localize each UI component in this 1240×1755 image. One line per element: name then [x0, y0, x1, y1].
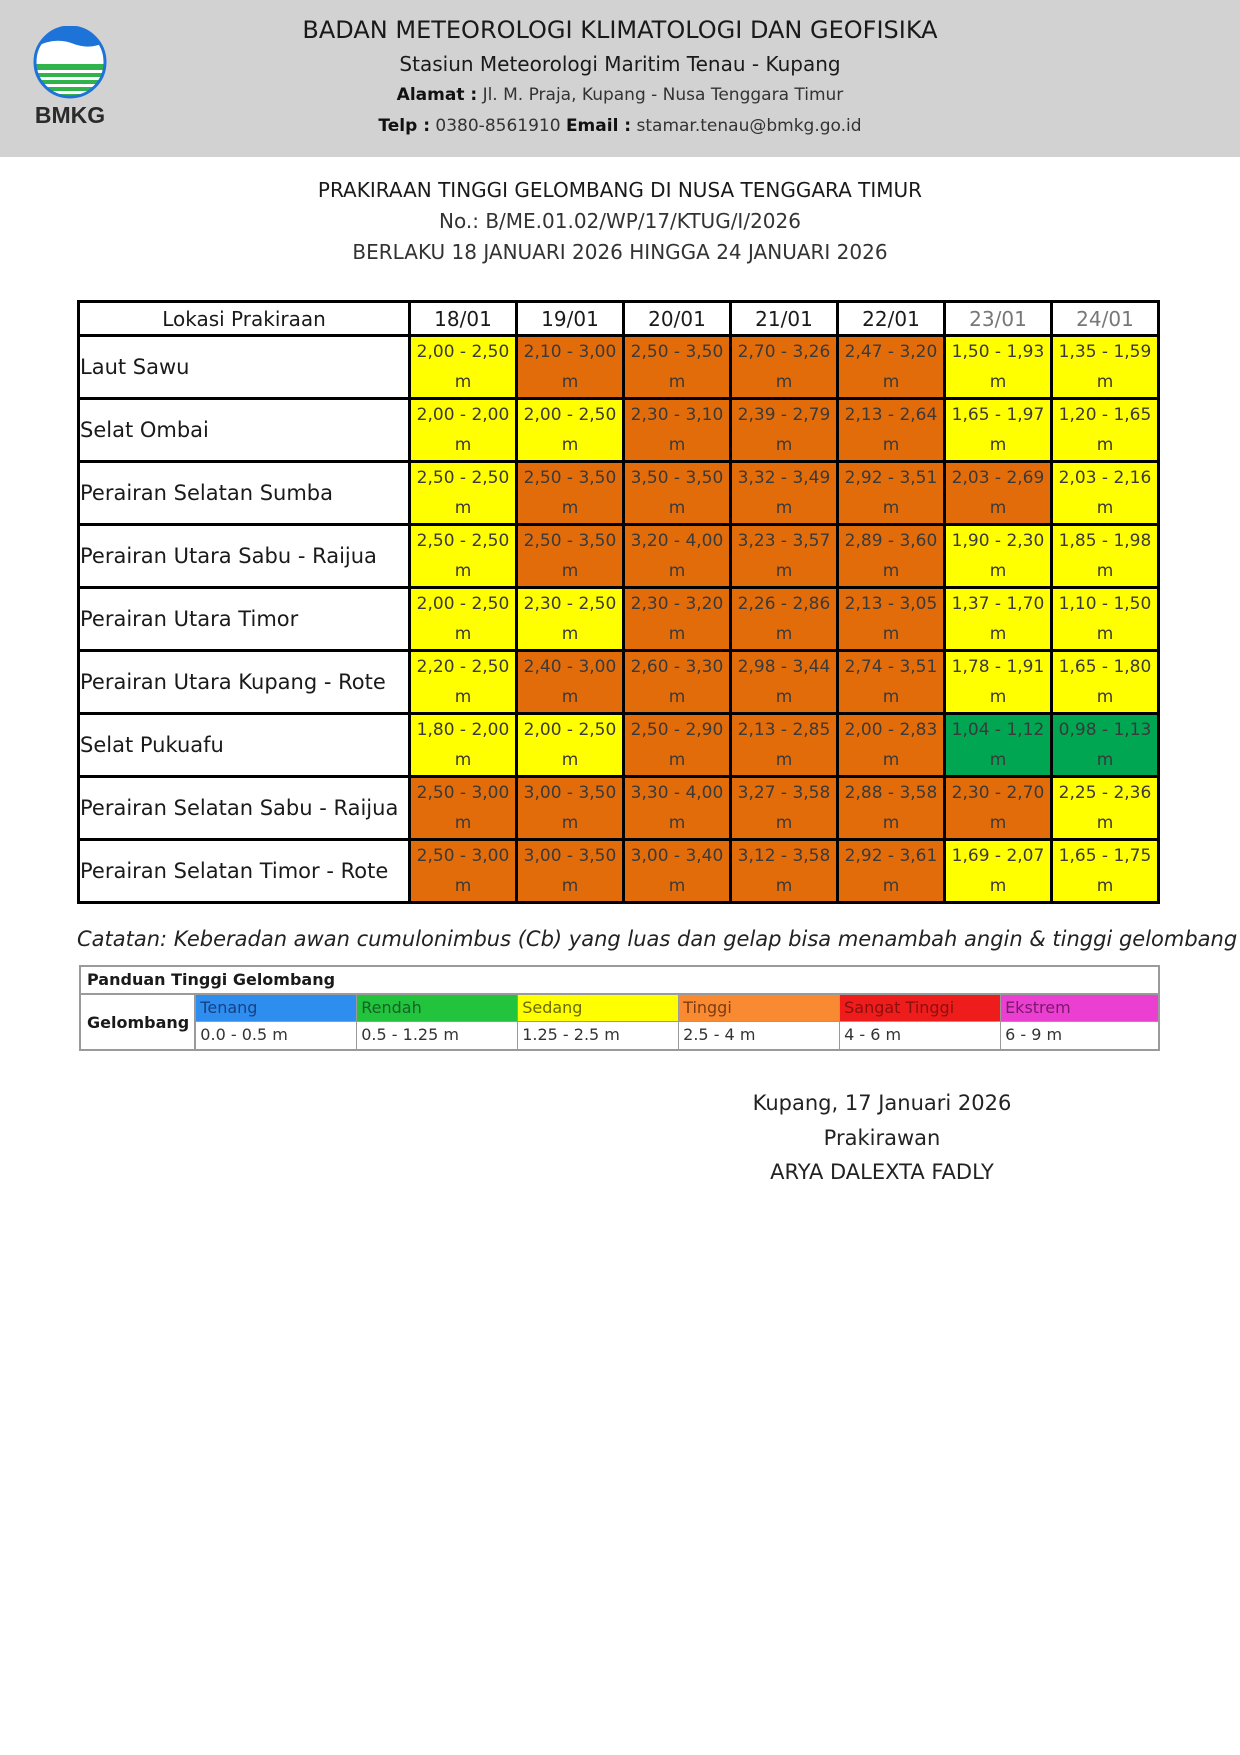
location-name: Selat Ombai: [79, 399, 410, 462]
wave-height-range: 2,30 - 2,70: [951, 783, 1045, 803]
location-name: Perairan Selatan Sumba: [79, 462, 410, 525]
wave-height-cell: [624, 777, 731, 840]
wave-height-cell: [731, 588, 838, 651]
wave-height-legend: [79, 965, 1160, 1051]
wave-height-cell: [838, 588, 945, 651]
wave-height-range: 2,88 - 3,58: [844, 783, 938, 803]
wave-height-range: 1,20 - 1,65: [1058, 405, 1152, 425]
wave-height-range: 2,25 - 2,36: [1058, 783, 1152, 803]
wave-height-range: 2,13 - 2,85: [737, 720, 831, 740]
wave-height-range: 2,39 - 2,79: [737, 405, 831, 425]
table-row: [79, 336, 1159, 399]
wave-height-range: 1,65 - 1,80: [1058, 657, 1152, 677]
signature-role: Prakirawan: [823, 1126, 941, 1150]
wave-height-unit: m: [989, 687, 1007, 707]
wave-height-unit: m: [882, 687, 900, 707]
wave-height-range: 2,50 - 2,90: [630, 720, 724, 740]
wave-height-cell: [1052, 588, 1159, 651]
table-row: [79, 651, 1159, 714]
wave-height-cell: [517, 462, 624, 525]
location-name: Perairan Utara Kupang - Rote: [79, 651, 410, 714]
legend-category: [518, 995, 679, 1049]
wave-height-range: 1,10 - 1,50: [1058, 594, 1152, 614]
legend-category-name: Tinggi: [679, 995, 839, 1022]
wave-height-range: 0,98 - 1,13: [1058, 720, 1152, 740]
wave-height-cell: [731, 525, 838, 588]
wave-height-unit: m: [454, 624, 472, 644]
legend-category-range: 0.5 - 1.25 m: [361, 1025, 459, 1044]
wave-height-cell: [624, 588, 731, 651]
wave-height-range: 2,47 - 3,20: [844, 342, 938, 362]
wave-height-cell: [624, 714, 731, 777]
wave-height-range: 2,50 - 3,50: [523, 531, 617, 551]
wave-height-cell: [731, 462, 838, 525]
wave-height-cell: [945, 336, 1052, 399]
wave-height-range: 2,20 - 2,50: [416, 657, 510, 677]
legend-category: [357, 995, 518, 1049]
wave-height-cell: [517, 588, 624, 651]
wave-height-unit: m: [882, 876, 900, 896]
wave-height-cell: [410, 399, 517, 462]
wave-height-unit: m: [668, 813, 686, 833]
wave-height-cell: [945, 525, 1052, 588]
wave-height-range: 2,26 - 2,86: [737, 594, 831, 614]
wave-height-unit: m: [775, 435, 793, 455]
wave-height-unit: m: [1096, 372, 1114, 392]
wave-height-unit: m: [989, 498, 1007, 518]
wave-height-cell: [838, 462, 945, 525]
legend-title: Panduan Tinggi Gelombang: [81, 967, 1158, 995]
wave-height-cell: [1052, 840, 1159, 903]
address-value: Jl. M. Praja, Kupang - Nusa Tenggara Timur: [482, 85, 844, 105]
wave-height-cell: [731, 714, 838, 777]
wave-height-unit: m: [561, 687, 579, 707]
wave-height-range: 3,27 - 3,58: [737, 783, 831, 803]
wave-height-unit: m: [775, 876, 793, 896]
wave-height-range: 2,50 - 2,50: [416, 468, 510, 488]
wave-height-range: 2,30 - 2,50: [523, 594, 617, 614]
wave-height-range: 2,00 - 2,00: [416, 405, 510, 425]
wave-height-cell: [731, 840, 838, 903]
date-column-header: 20/01: [624, 302, 731, 336]
contact-line: [230, 116, 1010, 136]
wave-height-unit: m: [561, 813, 579, 833]
wave-height-cell: [624, 399, 731, 462]
wave-height-unit: m: [668, 498, 686, 518]
wave-height-unit: m: [1096, 687, 1114, 707]
legend-row: [81, 995, 1158, 1049]
legend-row-label: Gelombang: [81, 995, 196, 1049]
wave-height-range: 2,00 - 2,50: [416, 594, 510, 614]
wave-height-range: 2,03 - 2,69: [951, 468, 1045, 488]
wave-height-range: 1,85 - 1,98: [1058, 531, 1152, 551]
date-column-header: 23/01: [945, 302, 1052, 336]
table-row: [79, 462, 1159, 525]
wave-height-cell: [624, 462, 731, 525]
legend-category-range: 2.5 - 4 m: [683, 1025, 756, 1044]
wave-height-range: 3,12 - 3,58: [737, 846, 831, 866]
wave-height-range: 2,50 - 3,50: [630, 342, 724, 362]
wave-height-cell: [731, 651, 838, 714]
wave-height-unit: m: [775, 813, 793, 833]
wave-height-unit: m: [561, 435, 579, 455]
wave-height-range: 1,04 - 1,12: [951, 720, 1045, 740]
wave-height-range: 3,23 - 3,57: [737, 531, 831, 551]
wave-height-range: 2,92 - 3,51: [844, 468, 938, 488]
address-line: [230, 85, 1010, 105]
wave-height-cell: [410, 777, 517, 840]
signature-name: ARYA DALEXTA FADLY: [770, 1160, 994, 1184]
wave-height-unit: m: [775, 372, 793, 392]
wave-height-unit: m: [882, 561, 900, 581]
legend-category-range: 0.0 - 0.5 m: [200, 1025, 288, 1044]
wave-height-cell: [838, 336, 945, 399]
legend-category-name: Sedang: [518, 995, 678, 1022]
legend-category-range: 4 - 6 m: [844, 1025, 902, 1044]
wave-height-range: 2,30 - 3,20: [630, 594, 724, 614]
wave-height-unit: m: [775, 750, 793, 770]
legend-category-range: 1.25 - 2.5 m: [522, 1025, 620, 1044]
wave-height-range: 2,70 - 3,26: [737, 342, 831, 362]
wave-height-unit: m: [561, 876, 579, 896]
wave-height-unit: m: [454, 561, 472, 581]
wave-height-cell: [838, 651, 945, 714]
wave-height-range: 2,60 - 3,30: [630, 657, 724, 677]
wave-height-unit: m: [454, 750, 472, 770]
wave-height-unit: m: [1096, 876, 1114, 896]
wave-height-unit: m: [561, 750, 579, 770]
wave-height-range: 2,98 - 3,44: [737, 657, 831, 677]
wave-height-range: 2,50 - 3,00: [416, 783, 510, 803]
agency-name: BADAN METEOROLOGI KLIMATOLOGI DAN GEOFISIKA: [302, 16, 938, 44]
wave-height-unit: m: [1096, 561, 1114, 581]
wave-height-cell: [624, 525, 731, 588]
wave-height-unit: m: [989, 624, 1007, 644]
wave-height-unit: m: [561, 561, 579, 581]
wave-height-range: 2,00 - 2,83: [844, 720, 938, 740]
wave-height-range: 3,32 - 3,49: [737, 468, 831, 488]
wave-height-cell: [1052, 525, 1159, 588]
wave-height-unit: m: [454, 813, 472, 833]
wave-height-unit: m: [454, 435, 472, 455]
wave-height-unit: m: [989, 435, 1007, 455]
wave-height-range: 1,90 - 2,30: [951, 531, 1045, 551]
wave-height-cell: [517, 840, 624, 903]
validity-period: BERLAKU 18 JANUARI 2026 HINGGA 24 JANUARI 2026: [352, 240, 888, 264]
wave-height-cell: [945, 714, 1052, 777]
wave-height-cell: [1052, 714, 1159, 777]
wave-height-range: 2,10 - 3,00: [523, 342, 617, 362]
date-column-header: 18/01: [410, 302, 517, 336]
wave-height-cell: [410, 525, 517, 588]
date-column-header: 22/01: [838, 302, 945, 336]
wave-height-cell: [1052, 336, 1159, 399]
wave-height-unit: m: [775, 561, 793, 581]
wave-height-range: 2,00 - 2,50: [416, 342, 510, 362]
wave-forecast-table: [77, 300, 1160, 904]
legend-category: [679, 995, 840, 1049]
wave-height-range: 2,13 - 3,05: [844, 594, 938, 614]
address-label: Alamat :: [396, 85, 478, 105]
wave-height-cell: [517, 399, 624, 462]
wave-height-cell: [838, 777, 945, 840]
email-label: Email :: [565, 116, 632, 136]
wave-height-range: 2,03 - 2,16: [1058, 468, 1152, 488]
wave-height-unit: m: [882, 624, 900, 644]
wave-height-cell: [1052, 651, 1159, 714]
legend-category-name: Tenang: [196, 995, 356, 1022]
legend-category-name: Ekstrem: [1001, 995, 1158, 1022]
wave-height-unit: m: [882, 498, 900, 518]
wave-height-range: 2,13 - 2,64: [844, 405, 938, 425]
wave-height-range: 3,20 - 4,00: [630, 531, 724, 551]
table-row: [79, 714, 1159, 777]
wave-height-unit: m: [1096, 624, 1114, 644]
wave-height-range: 2,00 - 2,50: [523, 405, 617, 425]
wave-height-range: 2,74 - 3,51: [844, 657, 938, 677]
bmkg-emblem-icon: [24, 26, 116, 106]
wave-height-range: 1,35 - 1,59: [1058, 342, 1152, 362]
cumulonimbus-note: Catatan: Keberadan awan cumulonimbus (Cb) yang luas dan gelap bisa menambah angin & tinggi gelombang: [77, 927, 1238, 951]
station-name: Stasiun Meteorologi Maritim Tenau - Kupang: [399, 52, 841, 76]
wave-height-cell: [410, 462, 517, 525]
wave-height-range: 1,37 - 1,70: [951, 594, 1045, 614]
wave-height-unit: m: [989, 561, 1007, 581]
wave-height-range: 2,92 - 3,61: [844, 846, 938, 866]
wave-height-range: 3,00 - 3,50: [523, 846, 617, 866]
wave-height-unit: m: [775, 687, 793, 707]
wave-height-unit: m: [1096, 435, 1114, 455]
wave-height-cell: [945, 651, 1052, 714]
wave-height-unit: m: [454, 687, 472, 707]
wave-height-cell: [410, 336, 517, 399]
wave-height-unit: m: [882, 435, 900, 455]
wave-height-unit: m: [454, 372, 472, 392]
wave-height-cell: [838, 525, 945, 588]
wave-height-unit: m: [454, 498, 472, 518]
location-name: Selat Pukuafu: [79, 714, 410, 777]
location-name: Perairan Selatan Timor - Rote: [79, 840, 410, 903]
phone-label: Telp :: [378, 116, 431, 136]
table-row: [79, 840, 1159, 903]
wave-height-cell: [838, 399, 945, 462]
wave-height-range: 1,50 - 1,93: [951, 342, 1045, 362]
wave-height-unit: m: [882, 750, 900, 770]
wave-height-unit: m: [989, 750, 1007, 770]
wave-height-cell: [731, 399, 838, 462]
legend-category: [196, 995, 357, 1049]
wave-height-range: 1,69 - 2,07: [951, 846, 1045, 866]
wave-height-cell: [731, 777, 838, 840]
wave-height-cell: [517, 651, 624, 714]
location-name: Perairan Selatan Sabu - Raijua: [79, 777, 410, 840]
wave-height-range: 3,50 - 3,50: [630, 468, 724, 488]
bmkg-logo: [24, 26, 116, 136]
table-row: [79, 588, 1159, 651]
wave-height-cell: [945, 399, 1052, 462]
wave-height-unit: m: [668, 435, 686, 455]
location-name: Perairan Utara Sabu - Raijua: [79, 525, 410, 588]
wave-height-range: 1,78 - 1,91: [951, 657, 1045, 677]
wave-height-range: 2,30 - 3,10: [630, 405, 724, 425]
wave-height-unit: m: [775, 498, 793, 518]
legend-category-name: Rendah: [357, 995, 517, 1022]
wave-height-cell: [945, 462, 1052, 525]
location-column-header: Lokasi Prakiraan: [79, 302, 410, 336]
wave-height-unit: m: [882, 813, 900, 833]
wave-height-unit: m: [668, 561, 686, 581]
document-number: No.: B/ME.01.02/WP/17/KTUG/I/2026: [439, 209, 801, 233]
wave-height-cell: [1052, 777, 1159, 840]
wave-height-range: 2,89 - 3,60: [844, 531, 938, 551]
wave-height-unit: m: [1096, 813, 1114, 833]
location-name: Perairan Utara Timor: [79, 588, 410, 651]
legend-category-range: 6 - 9 m: [1005, 1025, 1063, 1044]
wave-height-unit: m: [668, 876, 686, 896]
wave-height-range: 1,65 - 1,75: [1058, 846, 1152, 866]
wave-height-cell: [945, 840, 1052, 903]
wave-height-cell: [624, 840, 731, 903]
date-column-header: 19/01: [517, 302, 624, 336]
wave-height-cell: [410, 714, 517, 777]
location-name: Laut Sawu: [79, 336, 410, 399]
legend-category-name: Sangat Tinggi: [840, 995, 1000, 1022]
date-column-header: 24/01: [1052, 302, 1159, 336]
date-column-header: 21/01: [731, 302, 838, 336]
wave-height-cell: [731, 336, 838, 399]
table-body: [79, 336, 1159, 903]
wave-height-range: 2,50 - 3,00: [416, 846, 510, 866]
wave-height-unit: m: [561, 372, 579, 392]
wave-height-unit: m: [668, 624, 686, 644]
wave-height-cell: [410, 840, 517, 903]
wave-height-cell: [624, 336, 731, 399]
table-row: [79, 777, 1159, 840]
email-value: stamar.tenau@bmkg.go.id: [636, 116, 862, 136]
wave-height-cell: [945, 588, 1052, 651]
wave-height-range: 1,80 - 2,00: [416, 720, 510, 740]
phone-value: 0380-8561910: [435, 116, 561, 136]
wave-height-cell: [624, 651, 731, 714]
wave-height-range: 1,65 - 1,97: [951, 405, 1045, 425]
table-row: [79, 399, 1159, 462]
wave-height-unit: m: [989, 876, 1007, 896]
wave-height-cell: [410, 651, 517, 714]
wave-height-unit: m: [882, 372, 900, 392]
signature-place-date: Kupang, 17 Januari 2026: [752, 1091, 1012, 1115]
wave-height-unit: m: [668, 372, 686, 392]
document-title: PRAKIRAAN TINGGI GELOMBANG DI NUSA TENGGARA TIMUR: [317, 178, 923, 202]
wave-height-cell: [517, 525, 624, 588]
wave-height-cell: [838, 840, 945, 903]
wave-height-range: 3,30 - 4,00: [630, 783, 724, 803]
table-header-row: [79, 302, 1159, 336]
wave-height-unit: m: [989, 813, 1007, 833]
wave-height-cell: [517, 777, 624, 840]
wave-height-unit: m: [668, 687, 686, 707]
wave-height-unit: m: [561, 498, 579, 518]
wave-height-cell: [945, 777, 1052, 840]
wave-height-unit: m: [561, 624, 579, 644]
wave-height-range: 2,50 - 3,50: [523, 468, 617, 488]
logo-text: BMKG: [34, 102, 106, 128]
wave-height-unit: m: [454, 876, 472, 896]
wave-height-unit: m: [1096, 498, 1114, 518]
wave-height-unit: m: [989, 372, 1007, 392]
wave-height-cell: [1052, 462, 1159, 525]
wave-height-cell: [517, 336, 624, 399]
wave-height-cell: [838, 714, 945, 777]
wave-height-unit: m: [775, 624, 793, 644]
wave-height-range: 3,00 - 3,40: [630, 846, 724, 866]
wave-height-cell: [1052, 399, 1159, 462]
legend-category: [1001, 995, 1158, 1049]
letterhead: [0, 0, 1240, 157]
wave-height-unit: m: [668, 750, 686, 770]
wave-height-cell: [410, 588, 517, 651]
legend-category: [840, 995, 1001, 1049]
wave-height-range: 2,50 - 2,50: [416, 531, 510, 551]
table-row: [79, 525, 1159, 588]
wave-height-unit: m: [1096, 750, 1114, 770]
wave-height-range: 2,40 - 3,00: [523, 657, 617, 677]
wave-height-range: 2,00 - 2,50: [523, 720, 617, 740]
wave-height-cell: [517, 714, 624, 777]
wave-height-range: 3,00 - 3,50: [523, 783, 617, 803]
